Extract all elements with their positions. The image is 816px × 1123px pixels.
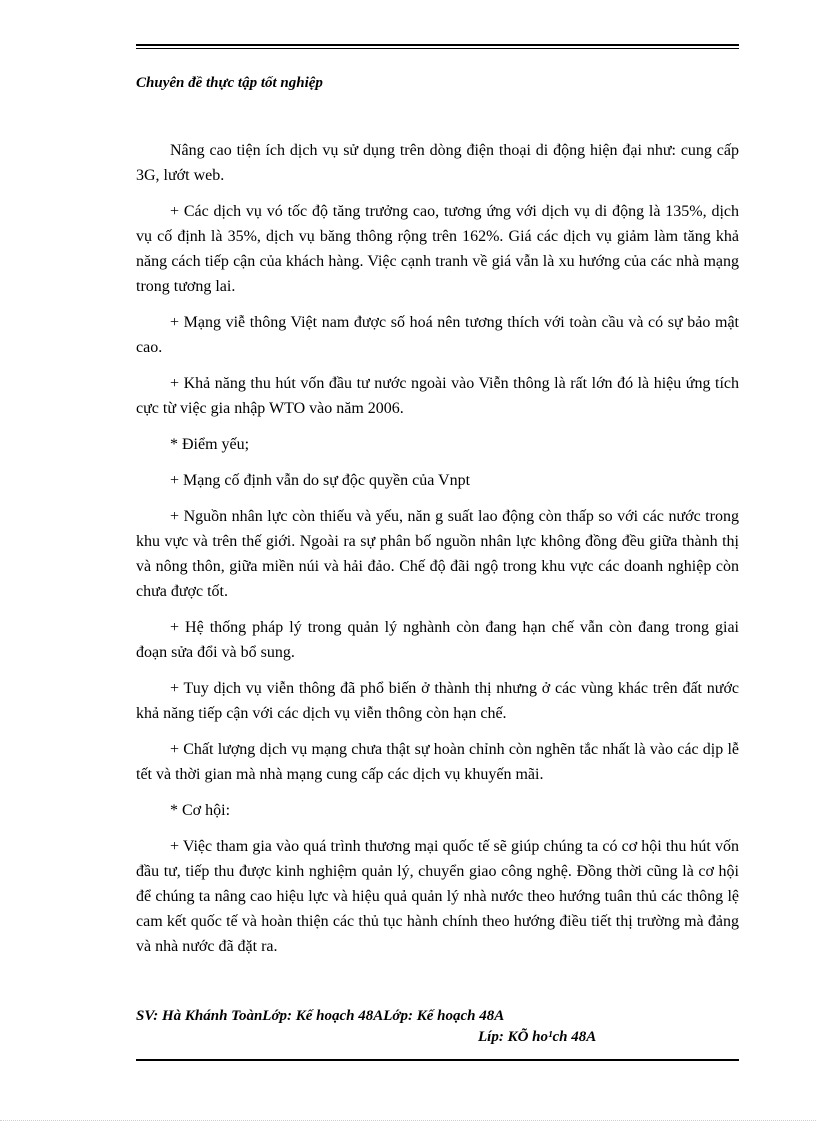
document-body xyxy=(136,138,739,970)
header-title: Chuyên đề thực tập tốt nghiệp xyxy=(136,75,323,91)
paragraph: + Các dịch vụ vó tốc độ tăng trưởng cao, tương ứng với dịch vụ di động là 135%, dịch vụ cố định là 35%, dịch vụ băng thông rộng trên 162%. Giá các dịch vụ giảm làm tăng khả năng cách tiếp cận của khách hàng. Việc cạnh tranh về giá vẫn là xu hướng của các nhà mạng trong tương lai. xyxy=(136,203,739,295)
footer-student-info: SV: Hà Khánh ToànLớp: Kế hoạch 48ALớp: Kế hoạch 48A xyxy=(136,1008,505,1024)
paragraph: + Khả năng thu hút vốn đầu tư nước ngoài vào Viễn thông là rất lớn đó là hiệu ứng tích cực từ việc gia nhập WTO vào năm 2006. xyxy=(136,375,739,417)
paragraph: + Hệ thống pháp lý trong quản lý nghành còn đang hạn chế vẫn còn đang trong giai đoạn sửa đổi và bổ sung. xyxy=(136,619,739,661)
paragraph: + Việc tham gia vào quá trình thương mại quốc tế sẽ giúp chúng ta có cơ hội thu hút vốn đầu tư, tiếp thu được kinh nghiệm quản lý, chuyển giao công nghệ. Đồng thời cũng là cơ hội để chúng ta nâng cao hiệu lực và hiệu quả quản lý nhà nước theo hướng tuân thủ các thông lệ cam kết quốc tế và hoàn thiện các thủ tục hành chính theo hướng điều tiết thị trường mà đảng và nhà nước đã đặt ra. xyxy=(136,838,739,955)
footer-rule xyxy=(136,1059,739,1061)
paragraph: + Chất lượng dịch vụ mạng chưa thật sự hoàn chỉnh còn nghẽn tắc nhất là vào các dịp lễ tết và thời gian mà nhà mạng cung cấp các dịch vụ khuyến mãi. xyxy=(136,741,739,783)
header-rule xyxy=(136,44,739,49)
section-heading-weaknesses: * Điểm yếu; xyxy=(170,436,250,453)
page-edge xyxy=(0,1120,816,1121)
paragraph: Nâng cao tiện ích dịch vụ sử dụng trên dòng điện thoại di động hiện đại như: cung cấp 3G, lướt web. xyxy=(136,142,739,184)
paragraph: + Tuy dịch vụ viễn thông đã phổ biến ở thành thị nhưng ở các vùng khác trên đất nước khả năng tiếp cận với các dịch vụ viễn thông còn hạn chế. xyxy=(136,680,739,722)
paragraph: + Nguồn nhân lực còn thiếu và yếu, năn g suất lao động còn thấp so với các nước trong khu vực và trên thế giới. Ngoài ra sự phân bố nguồn nhân lực không đồng đều giữa thành thị và nông thôn, giữa miền núi và hải đảo. Chế độ đãi ngộ trong khu vực các doanh nghiệp còn chưa được tốt. xyxy=(136,508,739,600)
paragraph: + Mạng cố định vẫn do sự độc quyền của Vnpt xyxy=(170,472,471,489)
section-heading-opportunities: * Cơ hội: xyxy=(170,802,231,819)
footer-class-info: Líp: KÕ ho¹ch 48A xyxy=(478,1029,597,1045)
paragraph: + Mạng viễ thông Việt nam được số hoá nên tương thích với toàn cầu và có sự bảo mật cao. xyxy=(136,314,739,356)
